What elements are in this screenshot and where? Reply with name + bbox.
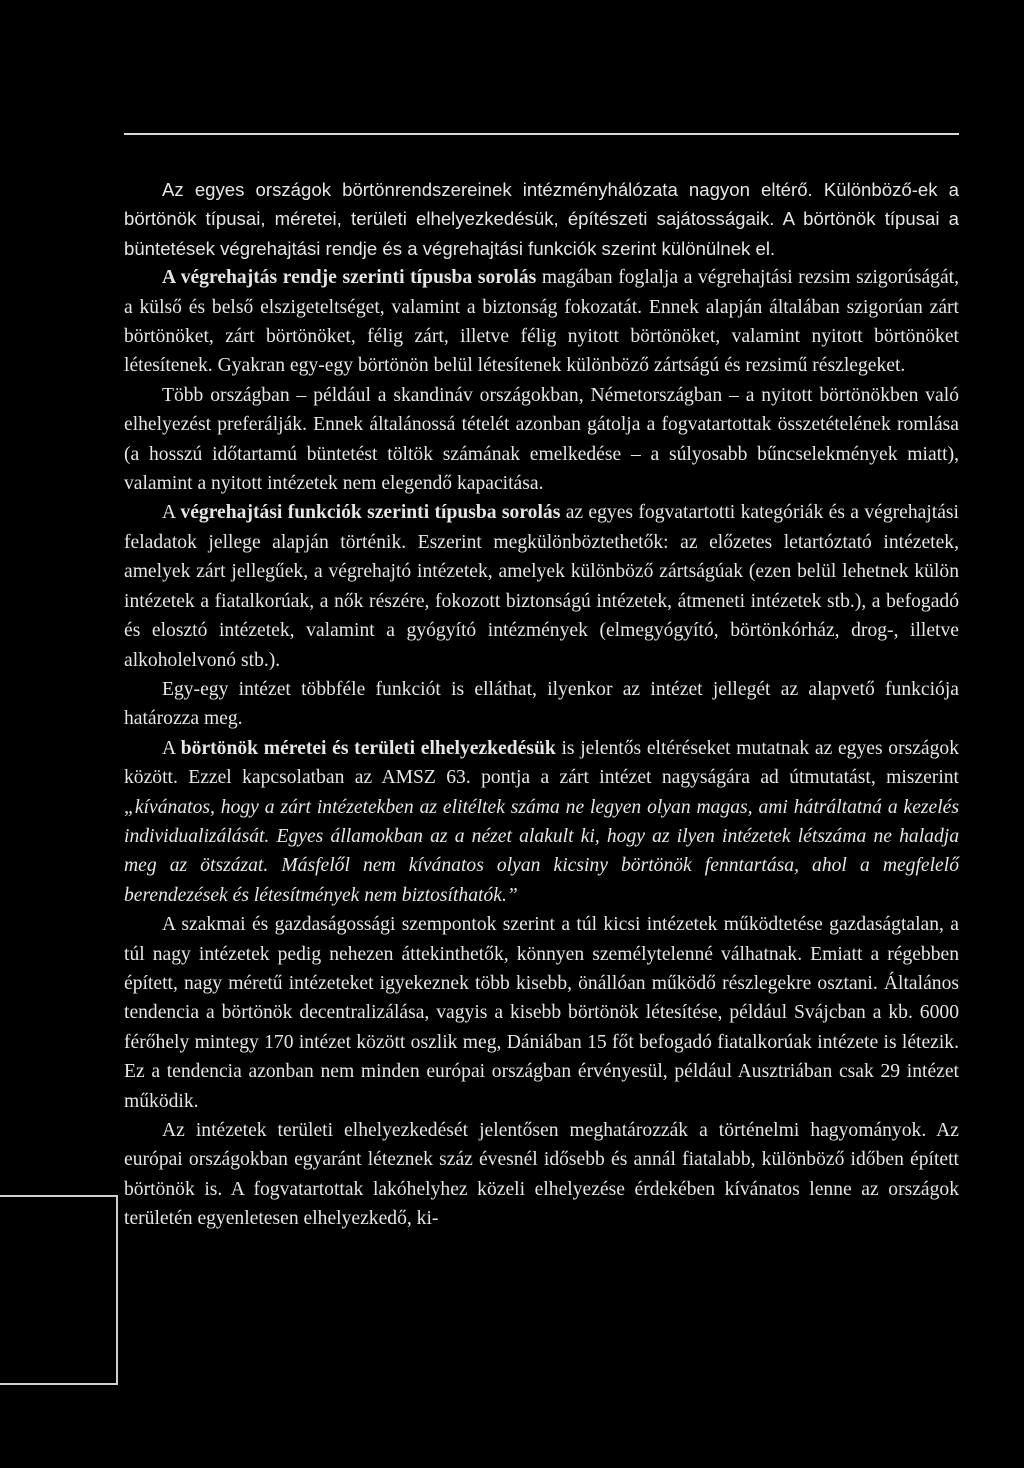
amsz-quote: „kívánatos, hogy a zárt intézetekben az elitéltek száma ne legyen olyan magas, ami hátráltatná a kezelés individualizálását. Egyes államokban az a nézet alakult ki, hogy az ilyen intézetek létszáma ne haladja meg az ötszázat. Másfelől nem kívánatos olyan kicsiny börtönök fenntartása, ahol a megfelelő berendezések és létesítmények nem biztosíthatók.” bbox=[124, 796, 959, 906]
paragraph-functions-text: az egyes fogvatartotti kategóriák és a végrehajtási feladatok jellege alapján történik. Eszerint megkülönböztethetők: az előzetes letartóztató intézetek, amelyek zárt jellegűek, a végrehajtó intézetek, amelyek különböző zártságúak (ezen belül lehetnek külön intézetek a fiatalkorúak, a nők részére, fokozott biztonságú intézetek, átmeneti intézetek stb.), a befogadó és elosztó intézetek, valamint a gyógyító intézmények (elmegyógyító, börtönkórház, drog-, illetve alkoholelvonó stb.). bbox=[124, 502, 959, 671]
paragraph-multi-function: Egy-egy intézet többféle funkciót is elláthat, ilyenkor az intézet jellegét az alapvető funkciója határozza meg. bbox=[124, 678, 959, 730]
paragraph-size-text: is jelentős eltéréseket mutatnak az egyes országok között. Ezzel kapcsolatban az AMSZ 63. pontja a zárt intézet nagyságára ad útmutatást, miszerint bbox=[124, 737, 960, 789]
term-functions: végrehajtási funkciók szerinti típusba sorolás bbox=[180, 502, 561, 524]
paragraph-size-pre: A bbox=[162, 737, 181, 759]
document-body bbox=[124, 175, 959, 1234]
paragraph-regime-text: magában foglalja a végrehajtási rezsim szigorúságát, a külső és belső elszigeteltséget, valamint a biztonság fokozatát. Ennek alapján általában szigorúan zárt börtönöket, zárt börtönöket, félig zárt, illetve félig nyitott börtönöket, valamint nyitott börtönöket létesítenek. Gyakran egy-egy börtönön belül létesítenek különböző zártságú és rezsimű részlegeket. bbox=[124, 267, 959, 377]
header-rule bbox=[124, 133, 959, 135]
margin-box bbox=[0, 1195, 118, 1385]
paragraph-functions-pre: A bbox=[162, 502, 181, 524]
paragraph-size bbox=[124, 734, 959, 910]
paragraph-economy: A szakmai és gazdaságossági szempontok szerint a túl kicsi intézetek működtetése gazdaságtalan, a túl nagy intézetek pedig nehezen áttekinthetők, könnyen személytelenné válhatnak. Emiatt a régebben épített, nagy méretű intézeteket igyekeznek több kisebb, önállóan működő részlegekre osztani. Általános tendencia a börtönök decentralizálása, vagyis a kisebb börtönök létesítése, például Svájcban a kb. 6000 férőhely mintegy 170 intézet között oszlik meg, Dániában 15 főt befogadó fiatalkorúak intézete is létezik. Ez a tendencia azonban nem minden európai országban érvényesül, például Ausztriában csak 29 intézet működik. bbox=[124, 914, 959, 1112]
paragraph-regime bbox=[124, 263, 959, 381]
paragraph-open-prisons: Több országban – például a skandináv országokban, Németországban – a nyitott börtönökben való elhelyezést preferálják. Ennek általánossá tételét azonban gátolja a fogvatartottak összetételének romlása (a hosszú időtartamú büntetést töltök számának emelkedése – a súlyosabb bűncselekmények miatt), valamint a nyitott intézetek nem elegendő kapacitása. bbox=[124, 384, 959, 495]
paragraph-intro: Az egyes országok börtönrendszereinek intézményhálózata nagyon eltérő. Különböző-ek a börtönök típusai, méretei, területi elhelyezkedésük, építészeti sajátosságaik. A börtönök típusai a büntetések végrehajtási rendje és a végrehajtási funkciók szerint különülnek el. bbox=[124, 179, 959, 259]
term-regime: A végrehajtás rendje szerinti típusba sorolás bbox=[162, 267, 537, 289]
paragraph-functions bbox=[124, 498, 959, 674]
paragraph-location: Az intézetek területi elhelyezkedését jelentősen meghatározzák a történelmi hagyományok. Az európai országokban egyaránt léteznek száz évesnél idősebb és annál fiatalabb, különböző időben épített börtönök is. A fogvatartottak lakóhelyhez közeli elhelyezése érdekében kívánatos lenne az országok területén egyenletesen elhelyezkedő, ki- bbox=[124, 1120, 959, 1230]
term-size-location: börtönök méretei és területi elhelyezkedésük bbox=[180, 737, 556, 759]
